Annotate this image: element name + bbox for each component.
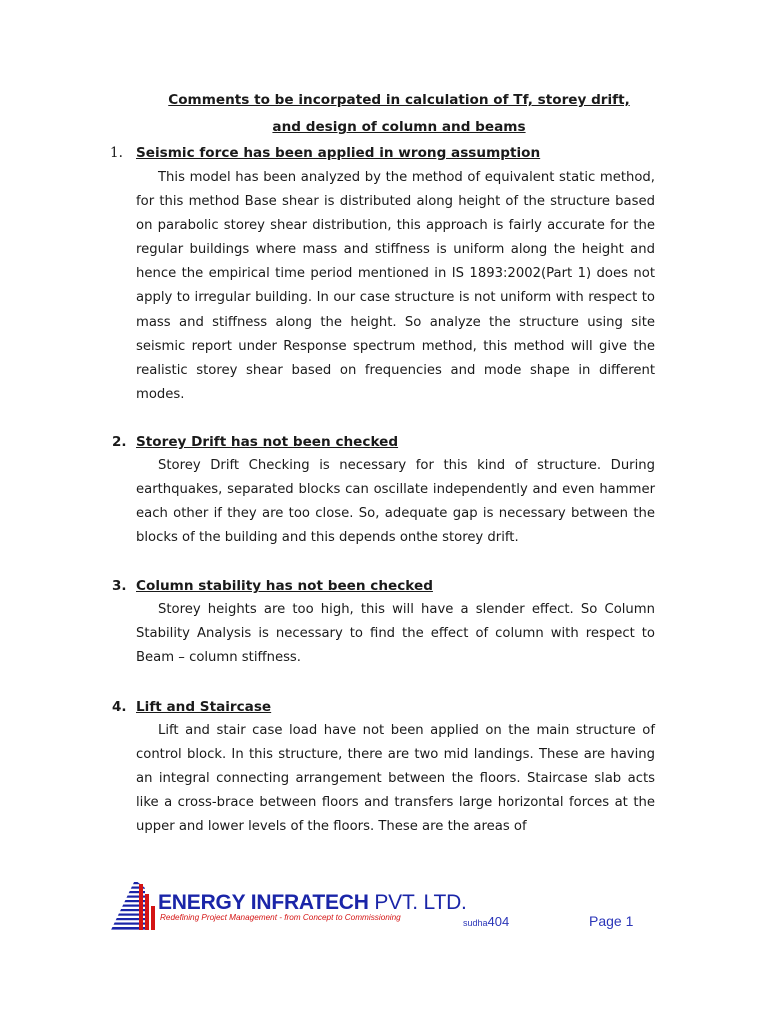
author-label [463, 913, 509, 931]
section-number: 4. [112, 699, 127, 715]
section-number: 3. [112, 578, 127, 594]
company-tagline: Redefining Project Management - from Concept to Commissioning [160, 913, 401, 922]
section-body: This model has been analyzed by the method of equivalent static method, for this method Base shear is distributed along height of the structure based on parabolic storey shear distribution, this approach is fairly accurate for the regular buildings where mass and stiffness is uniform along the height and hence the empirical time period mentioned in IS 1893:2002(Part 1) does not apply to irregular building. In our case structure is not uniform with respect to mass and stiffness along the height. So analyze the structure using site seismic report under Response spectrum method, this method will give the realistic storey shear based on frequencies and mode shape in different modes. [136, 170, 655, 402]
author-prefix: sudha [463, 918, 488, 928]
company-name [158, 891, 467, 915]
section-body: Storey heights are too high, this will have a slender effect. So Column Stability Analysis is necessary to find the effect of column with respect to Beam – column stiffness. [136, 602, 655, 666]
section-body: Storey Drift Checking is necessary for this kind of structure. During earthquakes, separated blocks can oscillate independently and even hammer each other if they are too close. So, adequate gap is necessary between the blocks of the building and this depends onthe storey drift. [136, 458, 655, 546]
section-number: 2. [112, 434, 127, 450]
company-name-suffix: PVT. LTD. [374, 891, 467, 914]
section-heading: Storey Drift has not been checked [136, 434, 399, 450]
document-title-line-1: Comments to be incorpated in calculation of Tf, storey drift, [168, 92, 630, 108]
section-heading: Column stability has not been checked [136, 578, 433, 594]
section-heading: Seismic force has been applied in wrong assumption [136, 145, 541, 161]
section-number: 1. [110, 145, 123, 161]
author-number: 404 [487, 914, 510, 929]
company-name-main: ENERGY INFRATECH [158, 891, 369, 914]
section-body: Lift and stair case load have not been applied on the main structure of control block. In this structure, there are two mid landings. These are having an integral connecting arrangement between the floors. Staircase slab acts like a cross-brace between floors and transfers large horizontal forces at the upper and lower levels of the floors. These are the areas of [136, 723, 655, 835]
section-heading: Lift and Staircase [136, 699, 272, 715]
company-logo-icon [111, 880, 159, 932]
document-title-line-2: and design of column and beams [272, 119, 526, 135]
page-number-value: 1 [625, 913, 634, 929]
page-number [589, 913, 633, 929]
page-label: Page [589, 913, 622, 929]
